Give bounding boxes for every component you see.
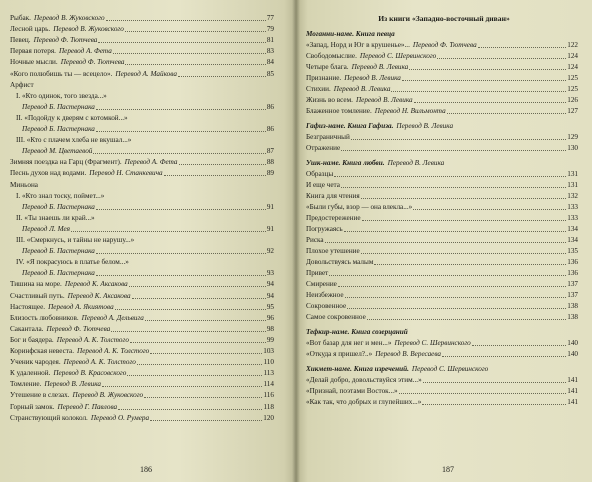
entry-page-number: 86 bbox=[266, 125, 274, 133]
entry-translator: Перевод В. Левика bbox=[44, 380, 101, 389]
toc-entry bbox=[306, 203, 578, 212]
entry-page-number: 136 bbox=[567, 269, 578, 277]
leader-dots bbox=[402, 79, 566, 81]
section-heading: Из книги «Западно-восточный диван» bbox=[378, 14, 510, 23]
leader-dots bbox=[447, 112, 567, 114]
leader-dots bbox=[329, 274, 566, 276]
entry-title: Близость любовников. bbox=[10, 313, 79, 322]
entry-translator: Перевод Ф. Тютчева bbox=[33, 36, 98, 45]
entry-translator: Перевод Н. Вильмонта bbox=[374, 107, 446, 115]
entry-page-number: 114 bbox=[263, 380, 274, 389]
entry-title: Довольствуясь малым bbox=[306, 258, 374, 266]
toc-entry bbox=[306, 313, 578, 322]
section-title: Ушк-наме. Книга любви. bbox=[306, 159, 385, 167]
toc-entry bbox=[306, 225, 578, 234]
toc-entry bbox=[306, 302, 578, 311]
toc-entry bbox=[306, 41, 578, 50]
toc-entry bbox=[10, 380, 274, 389]
leader-dots bbox=[361, 252, 567, 254]
entry-translator: Перевод С. Шервинского bbox=[411, 365, 489, 373]
toc-entry bbox=[306, 214, 578, 223]
entry-title: Певец. bbox=[10, 36, 31, 45]
entry-page-number: 134 bbox=[567, 225, 578, 233]
entry-translator: Перевод С. Шервинского bbox=[394, 339, 471, 347]
toc-entry bbox=[10, 303, 274, 312]
entry-title: К удаленной. bbox=[10, 369, 51, 378]
entry-title: Горный замок. bbox=[10, 402, 55, 411]
toc-entry bbox=[10, 58, 274, 67]
toc-entry bbox=[10, 347, 274, 356]
entry-translator: Перевод С. Шервинского bbox=[359, 52, 437, 60]
leader-dots bbox=[129, 285, 266, 287]
entry-title: Ученик чародея. bbox=[10, 358, 61, 367]
entry-page-number: 138 bbox=[567, 302, 578, 310]
entry-page-number: 92 bbox=[266, 247, 274, 256]
entry-title: I. «Кто одинок, того звезда...» bbox=[16, 91, 107, 100]
toc-entry bbox=[10, 403, 274, 412]
entry-page-number: 116 bbox=[263, 391, 274, 400]
leader-dots bbox=[442, 355, 566, 357]
toc-entry bbox=[16, 92, 274, 101]
entry-page-number: 94 bbox=[266, 291, 274, 300]
entry-title: Образцы bbox=[306, 170, 334, 178]
entry-page-number: 129 bbox=[567, 133, 578, 141]
entry-title: Смирение bbox=[306, 280, 337, 288]
entry-page-number: 84 bbox=[266, 58, 274, 67]
toc-entry bbox=[306, 387, 578, 396]
entry-page-number: 126 bbox=[567, 96, 578, 104]
leader-dots bbox=[96, 252, 266, 254]
entry-page-number: 125 bbox=[567, 74, 578, 82]
entry-title: III. «Смеркнусь, и тайны не нарушу...» bbox=[16, 236, 135, 244]
toc-entry bbox=[22, 247, 274, 256]
toc-entry bbox=[306, 63, 578, 72]
toc-entry bbox=[306, 376, 578, 385]
entry-page-number: 133 bbox=[567, 214, 578, 222]
toc-entry bbox=[16, 192, 274, 201]
entry-title: Томление. bbox=[10, 380, 42, 389]
entry-translator: Перевод Ф. Тютчева bbox=[46, 324, 111, 333]
leader-dots bbox=[362, 219, 567, 221]
leader-dots bbox=[361, 197, 567, 199]
leader-dots bbox=[93, 152, 265, 154]
toc-entry bbox=[10, 336, 274, 345]
toc-entry bbox=[306, 192, 578, 201]
entry-page-number: 91 bbox=[266, 202, 274, 211]
entry-title: Ночные мысли. bbox=[10, 58, 58, 67]
entry-page-number: 85 bbox=[266, 69, 274, 78]
leader-dots bbox=[96, 130, 266, 132]
toc-entry bbox=[10, 36, 274, 45]
leader-dots bbox=[96, 108, 266, 110]
entry-page-number: 120 bbox=[263, 413, 274, 422]
leader-dots bbox=[179, 163, 266, 165]
toc-entry bbox=[10, 314, 274, 323]
entry-title: Предостережение bbox=[306, 214, 361, 222]
entry-title: «Как так, что добрых и глупейших...» bbox=[306, 398, 422, 406]
toc-entry bbox=[22, 269, 274, 278]
leader-dots bbox=[478, 46, 567, 48]
leader-dots bbox=[399, 392, 567, 394]
right-page bbox=[296, 0, 592, 482]
entry-title: Риска bbox=[306, 236, 324, 244]
toc-entry bbox=[306, 30, 578, 39]
leader-dots bbox=[409, 68, 566, 70]
toc-entry bbox=[22, 103, 274, 112]
entry-title: «Откуда я пришел?..» bbox=[306, 350, 373, 358]
page-number-left: 186 bbox=[140, 465, 152, 474]
toc-entry bbox=[10, 414, 274, 423]
toc-entry bbox=[306, 291, 578, 300]
entry-page-number: 125 bbox=[567, 85, 578, 93]
entry-page-number: 118 bbox=[263, 402, 274, 411]
entry-page-number: 95 bbox=[266, 302, 274, 311]
entry-title: Первая потеря. bbox=[10, 47, 56, 56]
entry-title: Утешение в слезах. bbox=[10, 391, 70, 400]
leader-dots bbox=[344, 230, 567, 232]
entry-title: Жизнь во всем. bbox=[306, 96, 353, 104]
entry-title: Четыре блага. bbox=[306, 63, 349, 71]
leader-dots bbox=[414, 101, 567, 103]
entry-title: Плохое утешение bbox=[306, 247, 360, 255]
entry-title: Бог и баядера. bbox=[10, 335, 54, 344]
entry-title: Миньона bbox=[10, 180, 38, 189]
entry-translator: Перевод А. К. Толстого bbox=[56, 335, 129, 344]
entry-page-number: 138 bbox=[567, 313, 578, 321]
entry-title: Настоящее. bbox=[10, 302, 46, 311]
entry-translator: Перевод В. Левика bbox=[355, 96, 413, 104]
entry-page-number: 124 bbox=[567, 52, 578, 60]
entry-title: II. «Ты знаешь ли край...» bbox=[16, 213, 95, 222]
entry-translator: Перевод К. Аксакова bbox=[67, 291, 131, 300]
entry-title: Стихии. bbox=[306, 85, 331, 93]
entry-page-number: 86 bbox=[266, 102, 274, 111]
toc-entry bbox=[306, 247, 578, 256]
toc-entry bbox=[306, 365, 578, 374]
toc-entry bbox=[306, 398, 578, 407]
toc-entry bbox=[10, 280, 274, 289]
toc-entry bbox=[306, 269, 578, 278]
entry-page-number: 130 bbox=[567, 144, 578, 152]
toc-entry bbox=[306, 85, 578, 94]
entry-title: Коринфская невеста. bbox=[10, 347, 75, 355]
toc-entry bbox=[306, 122, 578, 131]
entry-title: Привет bbox=[306, 269, 329, 277]
entry-title: И еще чета bbox=[306, 181, 340, 189]
entry-translator: Перевод Б. Пастернака bbox=[22, 269, 95, 278]
leader-dots bbox=[472, 344, 566, 346]
leader-dots bbox=[145, 319, 266, 321]
leader-dots bbox=[111, 330, 266, 332]
entry-translator: Перевод Б. Пастернака bbox=[22, 202, 95, 211]
toc-entry bbox=[306, 74, 578, 83]
entry-translator: Перевод В. Левика bbox=[351, 63, 409, 71]
entry-title: «Вот базар для нег и мен...» bbox=[306, 339, 392, 347]
entry-title: III. «Кто с плачем хлеба не вкушал...» bbox=[16, 136, 132, 145]
entry-page-number: 88 bbox=[266, 158, 274, 167]
entry-title: Сакантала. bbox=[10, 324, 44, 333]
entry-page-number: 127 bbox=[567, 107, 578, 115]
toc-entry bbox=[306, 339, 578, 348]
leader-dots bbox=[96, 274, 266, 276]
entry-title: Книга для чтения bbox=[306, 192, 360, 200]
toc-entry bbox=[22, 147, 274, 156]
entry-translator: Перевод А. К. Толстого bbox=[77, 347, 150, 355]
toc-entry bbox=[306, 258, 578, 267]
toc-entry bbox=[306, 133, 578, 142]
leader-dots bbox=[422, 403, 566, 405]
entry-page-number: 110 bbox=[263, 358, 274, 367]
entry-page-number: 141 bbox=[567, 398, 578, 406]
entry-page-number: 93 bbox=[266, 269, 274, 278]
entry-title: Рыбак. bbox=[10, 14, 31, 22]
toc-entry bbox=[306, 159, 578, 168]
entry-translator: Перевод Б. Пастернака bbox=[22, 247, 95, 256]
entry-page-number: 77 bbox=[266, 14, 274, 22]
toc-entry bbox=[306, 328, 578, 337]
entry-translator: Перевод В. Левика bbox=[387, 159, 445, 167]
leader-dots bbox=[102, 385, 263, 387]
entry-title: I. «Кто знал тоску, поймет...» bbox=[16, 191, 105, 200]
entry-translator: Перевод Л. Мея bbox=[22, 224, 70, 233]
page-number-right: 187 bbox=[442, 465, 454, 474]
entry-title: IV. «Я покрасуюсь в платье белом...» bbox=[16, 258, 129, 267]
entry-title: Безграничный bbox=[306, 133, 350, 141]
leader-dots bbox=[374, 263, 566, 265]
toc-entry bbox=[16, 136, 274, 145]
entry-title: Погружаясь bbox=[306, 225, 343, 233]
entry-title: Неизбежное bbox=[306, 291, 344, 299]
toc-entry bbox=[306, 350, 578, 359]
toc-entry bbox=[10, 181, 274, 190]
entry-translator: Перевод О. Румера bbox=[90, 413, 150, 422]
entry-title: «Были губы, взор — она влекла...» bbox=[306, 203, 413, 211]
entry-page-number: 79 bbox=[266, 25, 274, 34]
leader-dots bbox=[118, 408, 262, 410]
entry-translator: Перевод А. Фета bbox=[58, 47, 112, 56]
entry-page-number: 124 bbox=[567, 63, 578, 71]
entry-page-number: 141 bbox=[567, 387, 578, 395]
entry-translator: Перевод К. Аксакова bbox=[64, 280, 128, 289]
leader-dots bbox=[178, 75, 266, 77]
entry-title: Самое сокровенное bbox=[306, 313, 366, 321]
entry-page-number: 137 bbox=[567, 291, 578, 299]
entry-title: II. «Подойду к дверям с котомкой...» bbox=[16, 113, 128, 122]
entry-page-number: 133 bbox=[567, 203, 578, 211]
entry-title: Сокровенное bbox=[306, 302, 347, 310]
toc-entry bbox=[306, 280, 578, 289]
entry-page-number: 87 bbox=[266, 147, 274, 156]
toc-entry bbox=[16, 214, 274, 223]
entry-translator: Перевод Ф. Тютчева bbox=[412, 41, 477, 49]
entry-title: Блаженное томление. bbox=[306, 107, 372, 115]
section-title: Тефкир-наме. Книга созерцаний bbox=[306, 328, 408, 336]
toc-entry bbox=[10, 14, 274, 23]
leader-dots bbox=[98, 41, 265, 43]
leader-dots bbox=[334, 175, 566, 177]
entry-title: Песнь духов над водами. bbox=[10, 169, 87, 178]
entry-page-number: 99 bbox=[266, 335, 274, 344]
entry-translator: Перевод В. Вересаева bbox=[375, 350, 442, 358]
leader-dots bbox=[338, 285, 566, 287]
entry-title: «Кого полюбишь ты — всецело». bbox=[10, 69, 113, 78]
entry-page-number: 98 bbox=[266, 324, 274, 333]
leader-dots bbox=[341, 149, 566, 151]
toc-entry bbox=[10, 70, 274, 79]
entry-page-number: 135 bbox=[567, 247, 578, 255]
leader-dots bbox=[150, 352, 262, 354]
entry-page-number: 81 bbox=[266, 36, 274, 45]
entry-page-number: 83 bbox=[266, 47, 274, 56]
entry-page-number: 140 bbox=[567, 350, 578, 358]
entry-page-number: 141 bbox=[567, 376, 578, 384]
entry-title: Счастливый путь. bbox=[10, 291, 65, 300]
leader-dots bbox=[325, 241, 567, 243]
entry-page-number: 132 bbox=[567, 192, 578, 200]
entry-title: Арфист bbox=[10, 80, 34, 89]
leader-dots bbox=[391, 90, 566, 92]
entry-translator: Перевод В. Жуковского bbox=[72, 391, 144, 400]
toc-entry bbox=[22, 125, 274, 134]
entry-translator: Перевод А. Якиятова bbox=[48, 302, 114, 311]
entry-page-number: 140 bbox=[567, 339, 578, 347]
leader-dots bbox=[150, 419, 262, 421]
entry-title: Отражение bbox=[306, 144, 341, 152]
toc-entry bbox=[10, 47, 274, 56]
toc-entry bbox=[10, 325, 274, 334]
leader-dots bbox=[341, 186, 566, 188]
entry-page-number: 96 bbox=[266, 313, 274, 322]
leader-dots bbox=[137, 363, 263, 365]
toc-entry bbox=[16, 114, 274, 123]
entry-translator: Перевод А. Фета bbox=[124, 158, 178, 167]
leader-dots bbox=[367, 318, 566, 320]
leader-dots bbox=[164, 174, 266, 176]
toc-entry bbox=[10, 369, 274, 378]
toc-entry bbox=[306, 96, 578, 105]
entry-page-number: 94 bbox=[266, 280, 274, 289]
toc-entry bbox=[306, 144, 578, 153]
entry-page-number: 122 bbox=[567, 41, 578, 49]
leader-dots bbox=[113, 52, 266, 54]
entry-page-number: 134 bbox=[567, 236, 578, 244]
entry-translator: Перевод А. Дельвига bbox=[81, 313, 144, 322]
entry-translator: Перевод А. Майкова bbox=[115, 69, 177, 78]
entry-title: Свободомыслие. bbox=[306, 52, 357, 60]
entry-translator: Перевод Б. Пастернака bbox=[22, 102, 95, 111]
leader-dots bbox=[130, 341, 266, 343]
toc-entry bbox=[16, 258, 274, 267]
toc-entry bbox=[10, 158, 274, 167]
entry-translator: Перевод В. Жуковского bbox=[53, 25, 124, 34]
entry-page-number: 131 bbox=[567, 170, 578, 178]
entry-translator: Перевод М. Цветаевой bbox=[22, 147, 93, 156]
section-title: Хикмет-наме. Книга изречений. bbox=[306, 365, 409, 373]
entry-title: Зимняя поездка на Гарц (Фрагмент). bbox=[10, 158, 122, 167]
leader-dots bbox=[125, 63, 265, 65]
entry-title: Лесной царь. bbox=[10, 25, 51, 34]
entry-translator: Перевод В. Жуковского bbox=[33, 14, 105, 22]
leader-dots bbox=[71, 230, 266, 232]
entry-translator: Перевод Н. Станкевича bbox=[89, 169, 163, 178]
entry-title: Признание. bbox=[306, 74, 342, 82]
toc-entry bbox=[16, 236, 274, 245]
entry-translator: Перевод В. Левика bbox=[396, 122, 454, 130]
leader-dots bbox=[132, 297, 266, 299]
toc-entry bbox=[10, 358, 274, 367]
leader-dots bbox=[347, 307, 566, 309]
entry-page-number: 89 bbox=[266, 169, 274, 178]
entry-translator: Перевод Ф. Тютчева bbox=[60, 58, 125, 67]
entry-title: «Запад, Норд и Юг в крушенье»... bbox=[306, 41, 410, 49]
leader-dots bbox=[96, 208, 266, 210]
entry-title: Странствующий колокол. bbox=[10, 413, 88, 422]
leader-dots bbox=[127, 374, 262, 376]
toc-entry bbox=[306, 181, 578, 190]
toc-entry bbox=[10, 25, 274, 34]
section-title: Гафиз-наме. Книга Гафиза. bbox=[306, 122, 394, 130]
toc-entry bbox=[10, 391, 274, 400]
leader-dots bbox=[125, 30, 266, 32]
toc-entry bbox=[306, 170, 578, 179]
leader-dots bbox=[413, 208, 566, 210]
book-gutter bbox=[292, 0, 300, 482]
toc-entry bbox=[22, 225, 274, 234]
toc-entry bbox=[306, 52, 578, 61]
entry-translator: Перевод Б. Пастернака bbox=[22, 125, 95, 133]
entry-page-number: 103 bbox=[263, 347, 274, 355]
entry-translator: Перевод В. Красовского bbox=[53, 369, 127, 378]
leader-dots bbox=[423, 381, 567, 383]
entry-page-number: 91 bbox=[266, 224, 274, 233]
entry-title: «Делай добро, довольствуйся этим...» bbox=[306, 376, 422, 384]
entry-translator: Перевод В. Левика bbox=[333, 85, 391, 93]
leader-dots bbox=[345, 296, 567, 298]
leader-dots bbox=[144, 396, 262, 398]
toc-entry bbox=[22, 203, 274, 212]
entry-title: «Признай, поэтами Восток...» bbox=[306, 387, 398, 395]
leader-dots bbox=[351, 138, 566, 140]
entry-page-number: 113 bbox=[263, 369, 274, 378]
toc-entry bbox=[306, 107, 578, 116]
leader-dots bbox=[115, 308, 266, 310]
toc-entry bbox=[10, 81, 274, 90]
entry-page-number: 136 bbox=[567, 258, 578, 266]
section-title: Моганни-наме. Книга певца bbox=[306, 30, 395, 38]
entry-title: Тишина на море. bbox=[10, 280, 62, 289]
entry-translator: Перевод Г. Павлова bbox=[57, 402, 118, 411]
leader-dots bbox=[437, 57, 566, 59]
toc-entry bbox=[10, 292, 274, 301]
entry-translator: Перевод А. К. Толстого bbox=[63, 358, 136, 367]
entry-page-number: 137 bbox=[567, 280, 578, 288]
leader-dots bbox=[106, 19, 266, 21]
entry-translator: Перевод В. Левика bbox=[344, 74, 401, 82]
toc-entry bbox=[306, 236, 578, 245]
entry-page-number: 131 bbox=[567, 181, 578, 189]
toc-entry bbox=[10, 169, 274, 178]
